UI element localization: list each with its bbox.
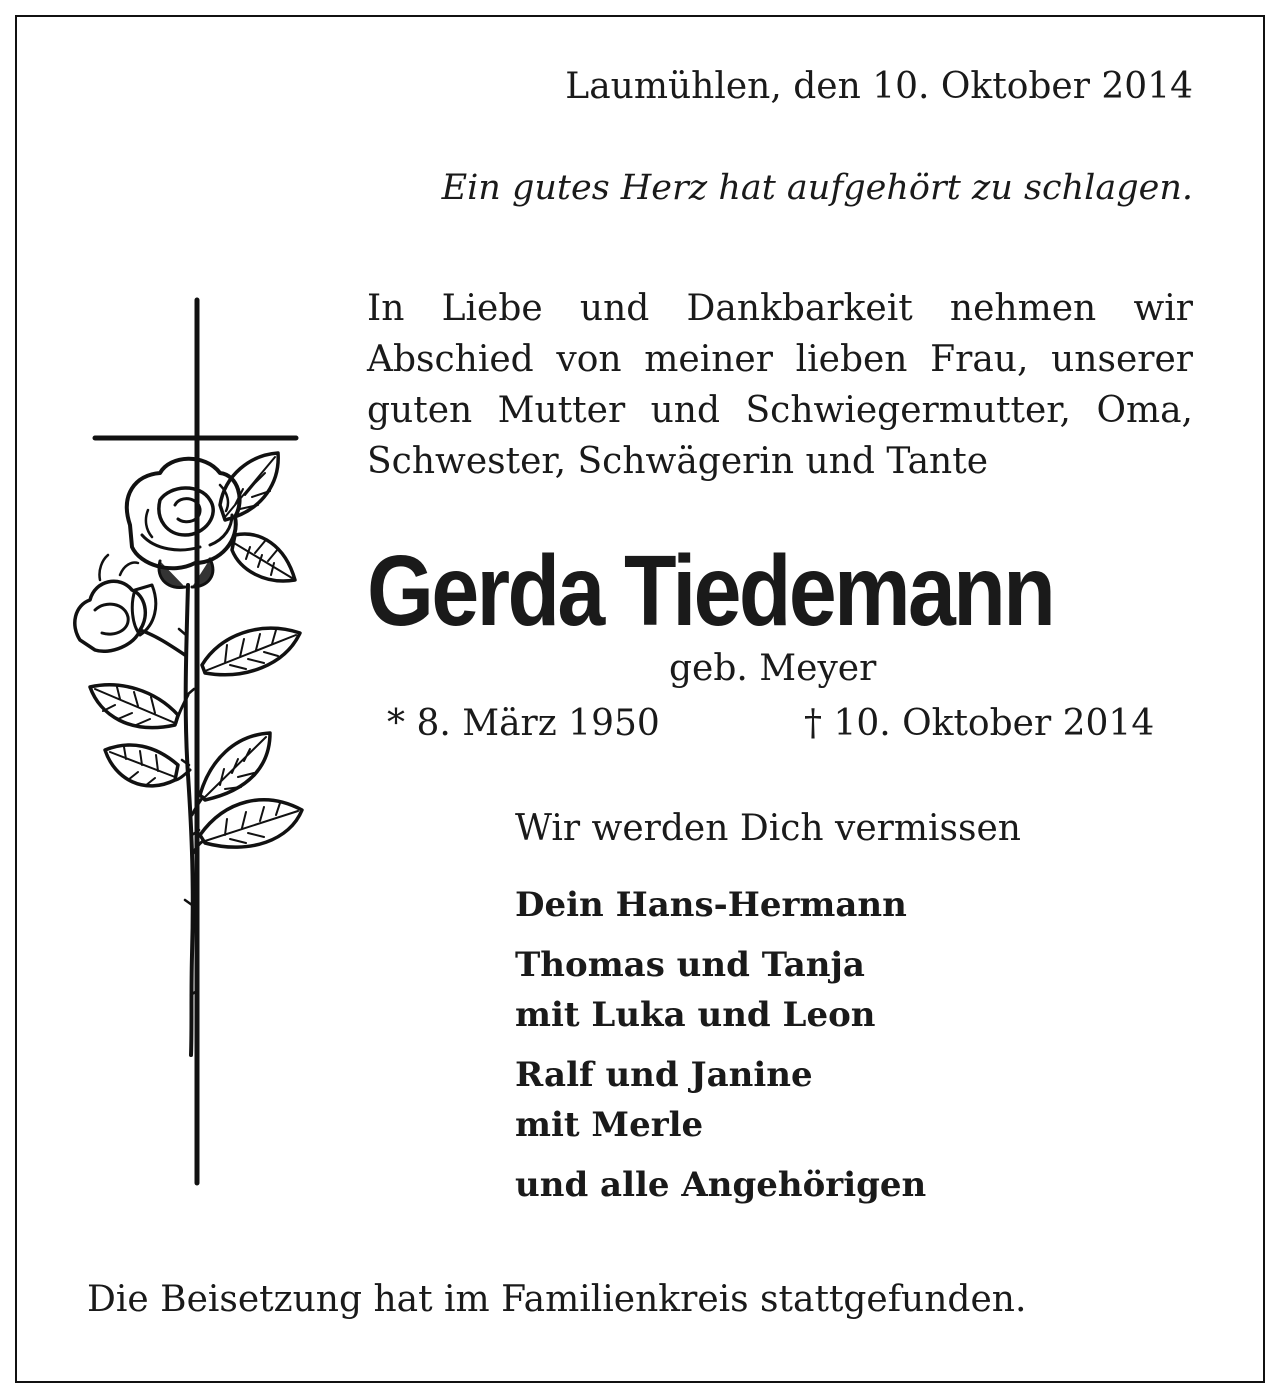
signer-line: Ralf und Janine bbox=[515, 1055, 813, 1095]
burial-note: Die Beisetzung hat im Familienkreis stattgefunden. bbox=[87, 1279, 1027, 1320]
signer-group bbox=[515, 880, 926, 930]
signer-line: Dein Hans-Hermann bbox=[515, 885, 907, 925]
signer-line: mit Merle bbox=[515, 1105, 704, 1145]
signer-group bbox=[515, 1160, 926, 1210]
miss-line: Wir werden Dich vermissen bbox=[515, 808, 1021, 849]
cross-with-rose-icon bbox=[60, 295, 320, 1190]
signer-line: mit Luka und Leon bbox=[515, 995, 876, 1035]
intro-text bbox=[367, 283, 1193, 487]
signer-group bbox=[515, 940, 926, 1040]
deceased-name: Gerda Tiedemann bbox=[367, 535, 1054, 647]
motto: Ein gutes Herz hat aufgehört zu schlagen. bbox=[441, 168, 1193, 208]
maiden-name: geb. Meyer bbox=[669, 648, 877, 689]
intro-line: Abschied von meiner lieben Frau, unserer bbox=[367, 339, 1193, 380]
intro-line: guten Mutter und Schwiegermutter, Oma, bbox=[367, 390, 1193, 431]
signer-line: Thomas und Tanja bbox=[515, 945, 865, 985]
death-date: † 10. Oktober 2014 bbox=[804, 703, 1155, 744]
signer-line: und alle Angehörigen bbox=[515, 1165, 927, 1205]
signer-group bbox=[515, 1050, 926, 1150]
intro-line: In Liebe und Dankbarkeit nehmen wir bbox=[367, 288, 1193, 329]
place-date: Laumühlen, den 10. Oktober 2014 bbox=[565, 66, 1193, 107]
signers-list bbox=[515, 880, 926, 1220]
birth-date: * 8. März 1950 bbox=[387, 703, 660, 744]
intro-line: Schwester, Schwägerin und Tante bbox=[367, 441, 988, 482]
